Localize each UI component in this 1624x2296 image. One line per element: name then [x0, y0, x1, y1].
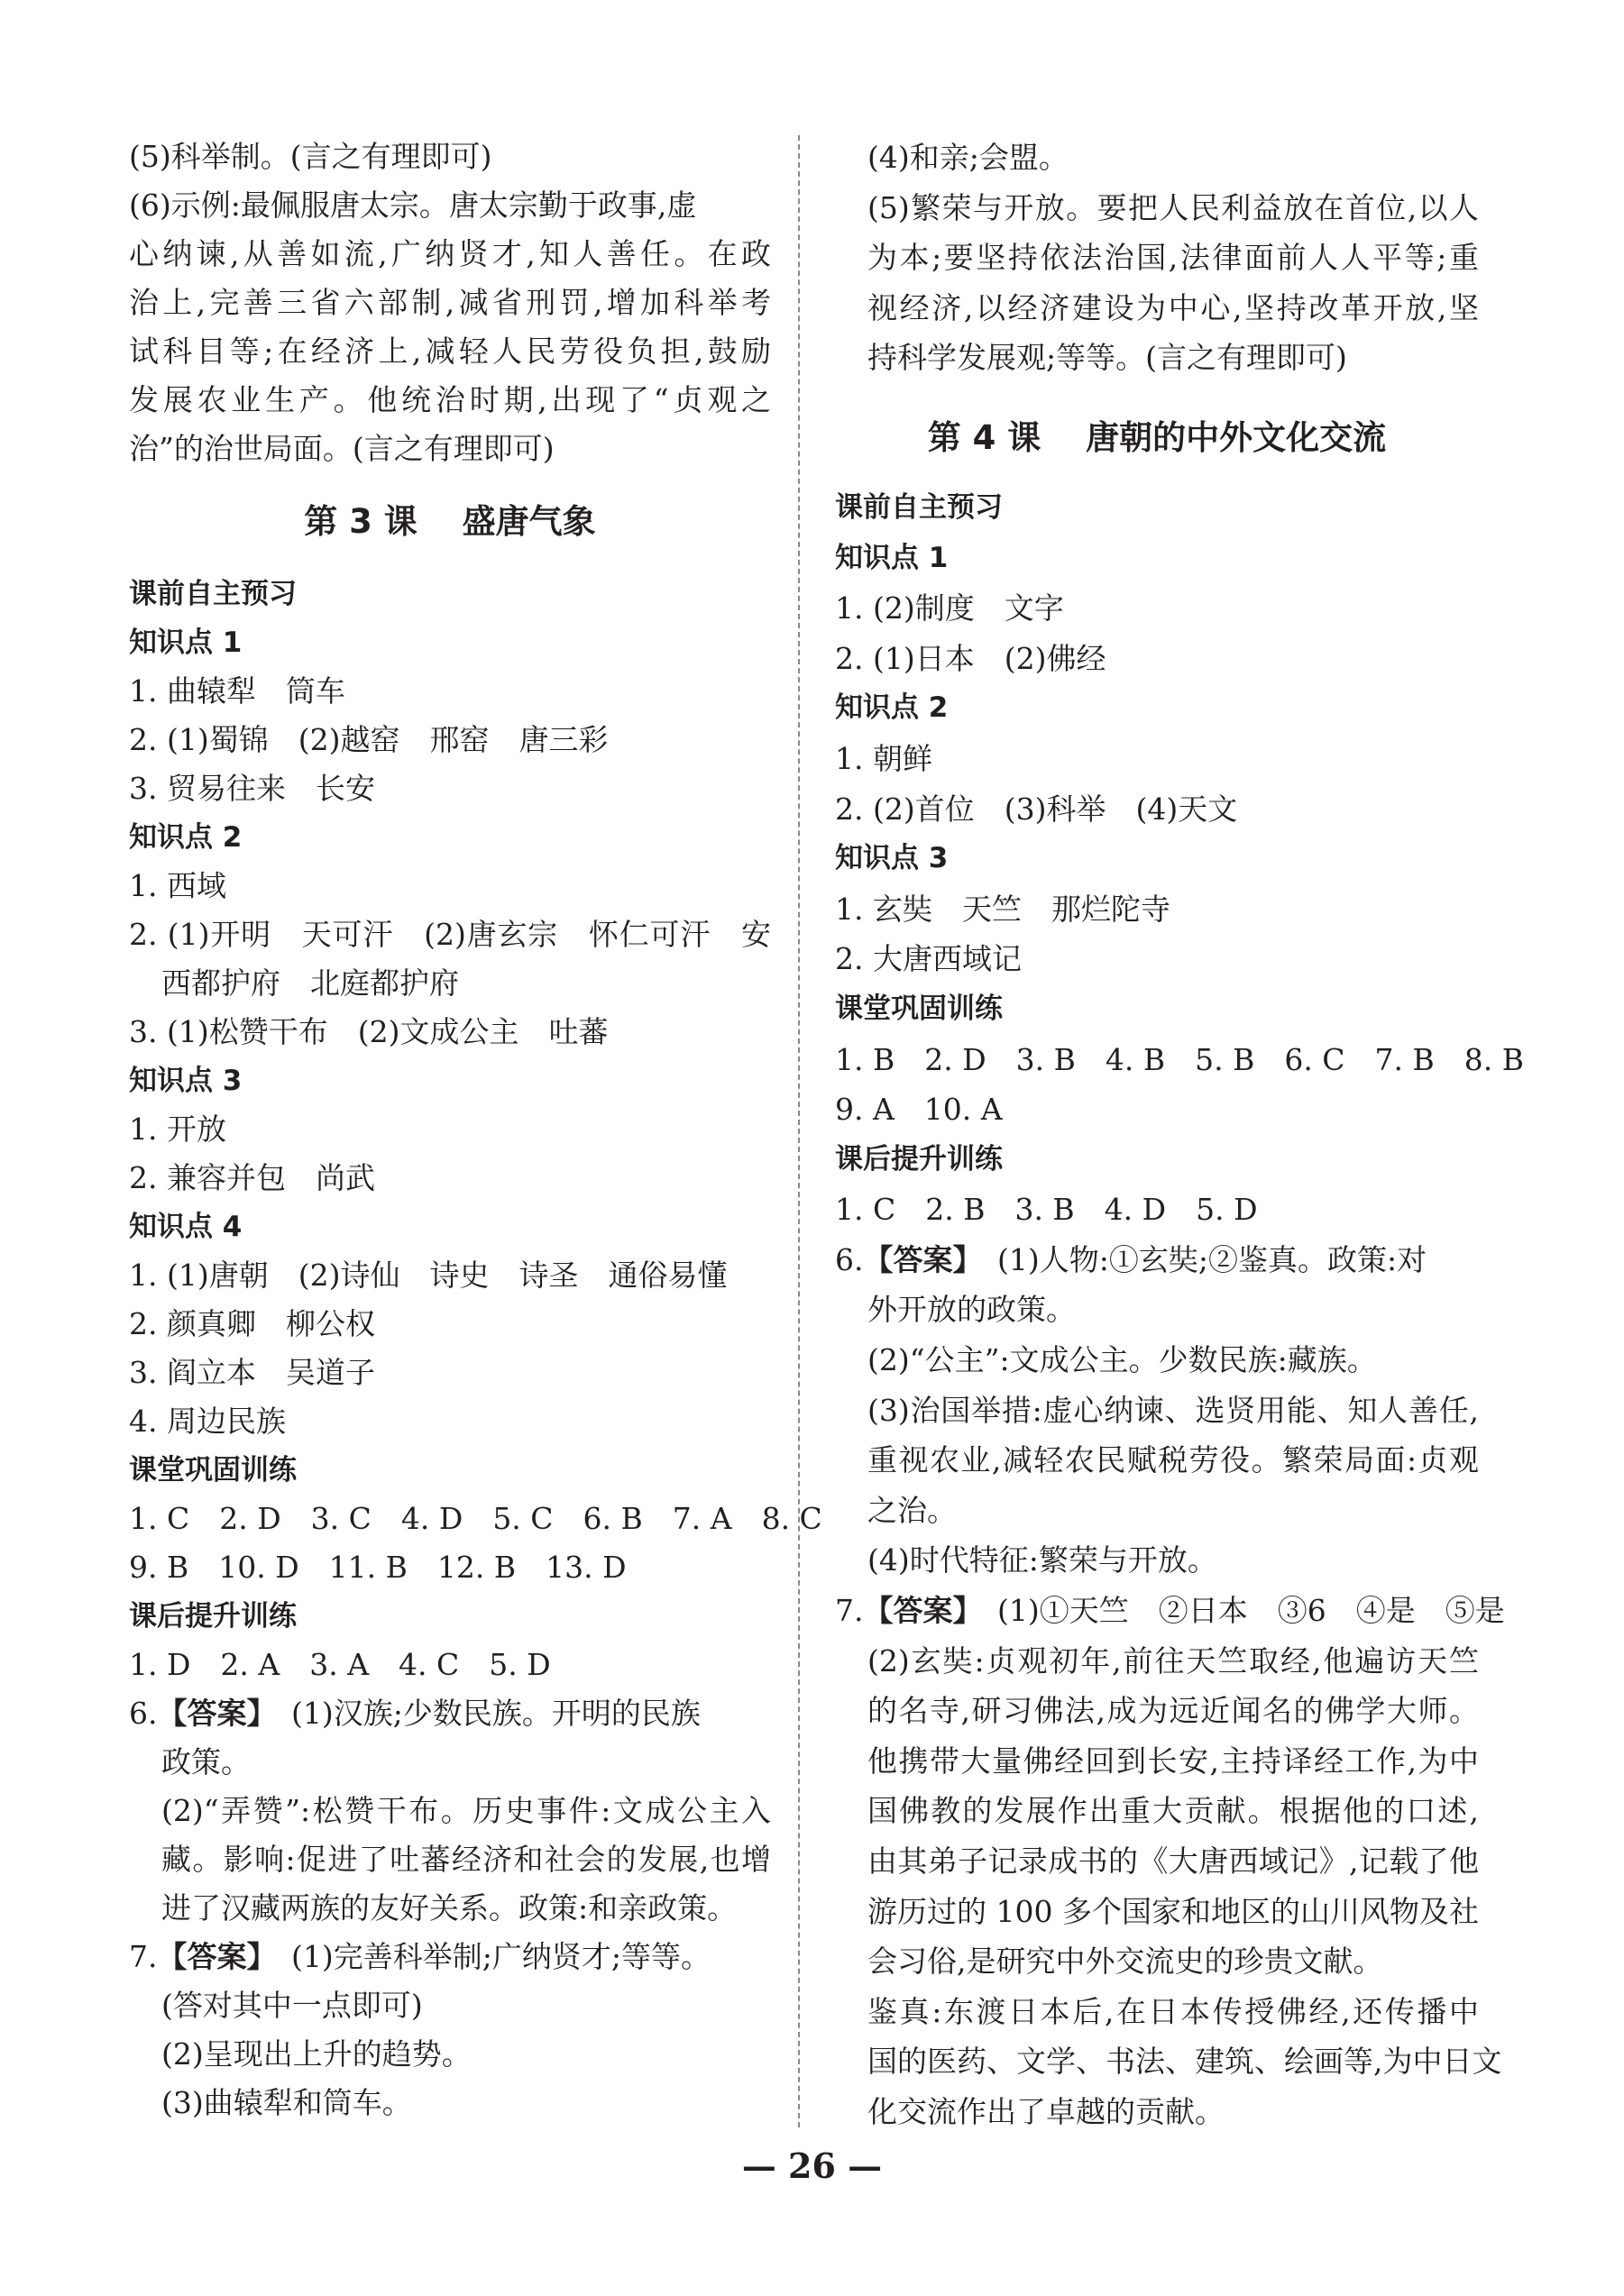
answer-line: 1. (1)唐朝 (2)诗仙 诗史 诗圣 通俗易懂 — [129, 1258, 728, 1293]
answer-line: 9. B 10. D 11. B 12. B 13. D — [129, 1550, 627, 1585]
answer-line: 西都护府 北庭都护府 — [161, 965, 459, 1001]
answer-line: (答对其中一点即可) — [161, 1988, 423, 2023]
answer-line: (3)曲辕犁和筒车。 — [161, 2085, 412, 2120]
answer-line — [129, 1689, 771, 1738]
answer-line: 2. 大唐西域记 — [835, 941, 1022, 977]
answer-line: 化交流作出了卓越的贡献。 — [867, 2093, 1225, 2129]
answer-line: 为本;要坚持依法治国,法律面前人人平等;重 — [867, 240, 1479, 276]
section-heading: 课堂巩固训练 — [835, 992, 1003, 1025]
section-heading: 课堂巩固训练 — [129, 1454, 297, 1486]
answer-line: 治上,完善三省六部制,减省刑罚,增加科举考 — [129, 285, 771, 320]
answer-text: (1)人物:①玄奘;②鉴真。政策:对 — [968, 1241, 1427, 1277]
answer-line: 1. 朝鲜 — [835, 740, 932, 776]
page-number: — 26 — — [741, 2145, 883, 2186]
answer-line: (2)呈现出上升的趋势。 — [161, 2036, 472, 2072]
answer-line: 由其弟子记录成书的《大唐西域记》,记载了他 — [867, 1843, 1479, 1879]
question-number: 7. — [129, 1939, 158, 1974]
answer-line: 他携带大量佛经回到长安,主持译经工作,为中 — [867, 1743, 1479, 1779]
answer-line: 视经济,以经济建设为中心,坚持改革开放,坚 — [867, 289, 1479, 325]
answer-text: (1)①天竺 ②日本 ③6 ④是 ⑤是 — [968, 1593, 1505, 1629]
section-heading: 课后提升训练 — [835, 1142, 1003, 1175]
answer-line: 外开放的政策。 — [867, 1292, 1076, 1328]
lesson-title: 第 4 课 唐朝的中外文化交流 — [927, 417, 1387, 457]
answer-line: 1. 西域 — [129, 868, 226, 903]
answer-line: 试科目等;在经济上,减轻人民劳役负担,鼓励 — [129, 334, 771, 369]
answer-line — [835, 1586, 1505, 1636]
answer-line: 1. (2)制度 文字 — [835, 590, 1064, 627]
answer-line: (4)时代特征:繁荣与开放。 — [867, 1542, 1217, 1578]
answer-line: 治”的治世局面。(言之有理即可) — [129, 431, 555, 466]
answer-line: (4)和亲;会盟。 — [867, 140, 1069, 175]
answer-line: 9. A 10. A — [835, 1092, 1003, 1128]
section-heading: 知识点 4 — [129, 1211, 243, 1243]
section-heading: 知识点 1 — [129, 627, 243, 659]
answer-line: 3. (1)松赞干布 (2)文成公主 吐蕃 — [129, 1014, 609, 1049]
section-heading: 知识点 3 — [835, 842, 949, 875]
answer-line: 之治。 — [867, 1492, 957, 1528]
answer-text: (1)汉族;少数民族。开明的民族 — [261, 1696, 701, 1731]
lesson-title: 第 3 课 盛唐气象 — [304, 502, 596, 541]
answer-line: 1. C 2. B 3. B 4. D 5. D — [835, 1192, 1258, 1228]
answer-line: (6)示例:最佩服唐太宗。唐太宗勤于政事,虚 — [129, 188, 697, 223]
answer-line: (3)治国举措:虚心纳谏、选贤用能、知人善任, — [867, 1392, 1479, 1428]
answer-line: 重视农业,减轻农民赋税劳役。繁荣局面:贞观 — [867, 1442, 1479, 1478]
answer-line: 1. 曲辕犁 筒车 — [129, 673, 345, 709]
left-column — [129, 133, 822, 2127]
answer-line: 2. (2)首位 (3)科举 (4)天文 — [835, 791, 1238, 827]
answer-line: 发展农业生产。他统治时期,出现了“贞观之 — [129, 382, 771, 417]
answer-line: (5)科举制。(言之有理即可) — [129, 139, 492, 174]
answer-line: 3. 贸易往来 长安 — [129, 771, 375, 806]
answer-line: 2. (1)日本 (2)佛经 — [835, 640, 1106, 676]
answer-line: 2. (1)开明 天可汗 (2)唐玄宗 怀仁可汗 安 — [129, 917, 771, 952]
question-number: 6. — [129, 1696, 158, 1731]
answer-line: 2. 兼容并包 尚武 — [129, 1160, 375, 1195]
answer-line: 国的医药、文学、书法、建筑、绘画等,为中日文 — [867, 2044, 1502, 2080]
answer-line: 持科学发展观;等等。(言之有理即可) — [867, 340, 1347, 376]
answer-line: 2. (1)蜀锦 (2)越窑 邢窑 唐三彩 — [129, 722, 609, 757]
answer-line: (2)“公主”:文成公主。少数民族:藏族。 — [867, 1342, 1377, 1378]
answer-line: 1. C 2. D 3. C 4. D 5. C 6. B 7. A 8. C — [129, 1501, 822, 1536]
right-column — [835, 133, 1525, 2137]
column-divider — [798, 135, 800, 2127]
answer-line: 4. 周边民族 — [129, 1404, 286, 1439]
answer-label: 【答案】 — [157, 1696, 261, 1731]
answer-label: 【答案】 — [863, 1241, 968, 1277]
answer-line — [835, 1235, 1479, 1285]
answer-line: 政策。 — [161, 1744, 251, 1779]
answer-line: (5)繁荣与开放。要把人民利益放在首位,以人 — [867, 189, 1479, 225]
section-heading: 课前自主预习 — [835, 490, 1003, 524]
answer-line: 3. 阎立本 吴道子 — [129, 1355, 375, 1390]
answer-line: 游历过的 100 多个国家和地区的山川风物及社 — [867, 1893, 1479, 1929]
answer-line: 1. 开放 — [129, 1111, 226, 1147]
answer-line: 1. B 2. D 3. B 4. B 5. B 6. C 7. B 8. B — [835, 1041, 1525, 1077]
answer-text: (1)完善科举制;广纳贤才;等等。 — [261, 1939, 711, 1974]
section-heading: 课后提升训练 — [129, 1600, 297, 1633]
section-heading: 知识点 3 — [129, 1065, 243, 1097]
answer-line: 国佛教的发展作出重大贡献。根据他的口述, — [867, 1793, 1479, 1829]
answer-line: (2)玄奘:贞观初年,前往天竺取经,他遍访天竺 — [867, 1642, 1479, 1679]
answer-line: 1. D 2. A 3. A 4. C 5. D — [129, 1647, 551, 1682]
section-heading: 知识点 2 — [129, 821, 243, 854]
answer-line: 2. 颜真卿 柳公权 — [129, 1306, 375, 1341]
section-heading: 知识点 1 — [835, 541, 949, 574]
answer-line — [129, 1933, 771, 1981]
section-heading: 课前自主预习 — [129, 578, 297, 610]
answer-label: 【答案】 — [157, 1939, 261, 1974]
answer-line: 1. 玄奘 天竺 那烂陀寺 — [835, 891, 1170, 927]
question-number: 6. — [835, 1241, 864, 1277]
answer-line: (2)“弄赞”:松赞干布。历史事件:文成公主入 — [161, 1793, 771, 1828]
answer-line: 进了汉藏两族的友好关系。政策:和亲政策。 — [161, 1890, 738, 1926]
answer-line: 鉴真:东渡日本后,在日本传授佛经,还传播中 — [867, 1993, 1479, 2029]
answer-line: 的名寺,研习佛法,成为远近闻名的佛学大师。 — [867, 1693, 1479, 1729]
section-heading: 知识点 2 — [835, 691, 949, 725]
answer-label: 【答案】 — [863, 1593, 968, 1629]
question-number: 7. — [835, 1593, 864, 1629]
answer-line: 心纳谏,从善如流,广纳贤才,知人善任。在政 — [129, 236, 771, 271]
answer-line: 会习俗,是研究中外交流史的珍贵文献。 — [867, 1944, 1383, 1980]
answer-line: 藏。影响:促进了吐蕃经济和社会的发展,也增 — [161, 1842, 771, 1877]
